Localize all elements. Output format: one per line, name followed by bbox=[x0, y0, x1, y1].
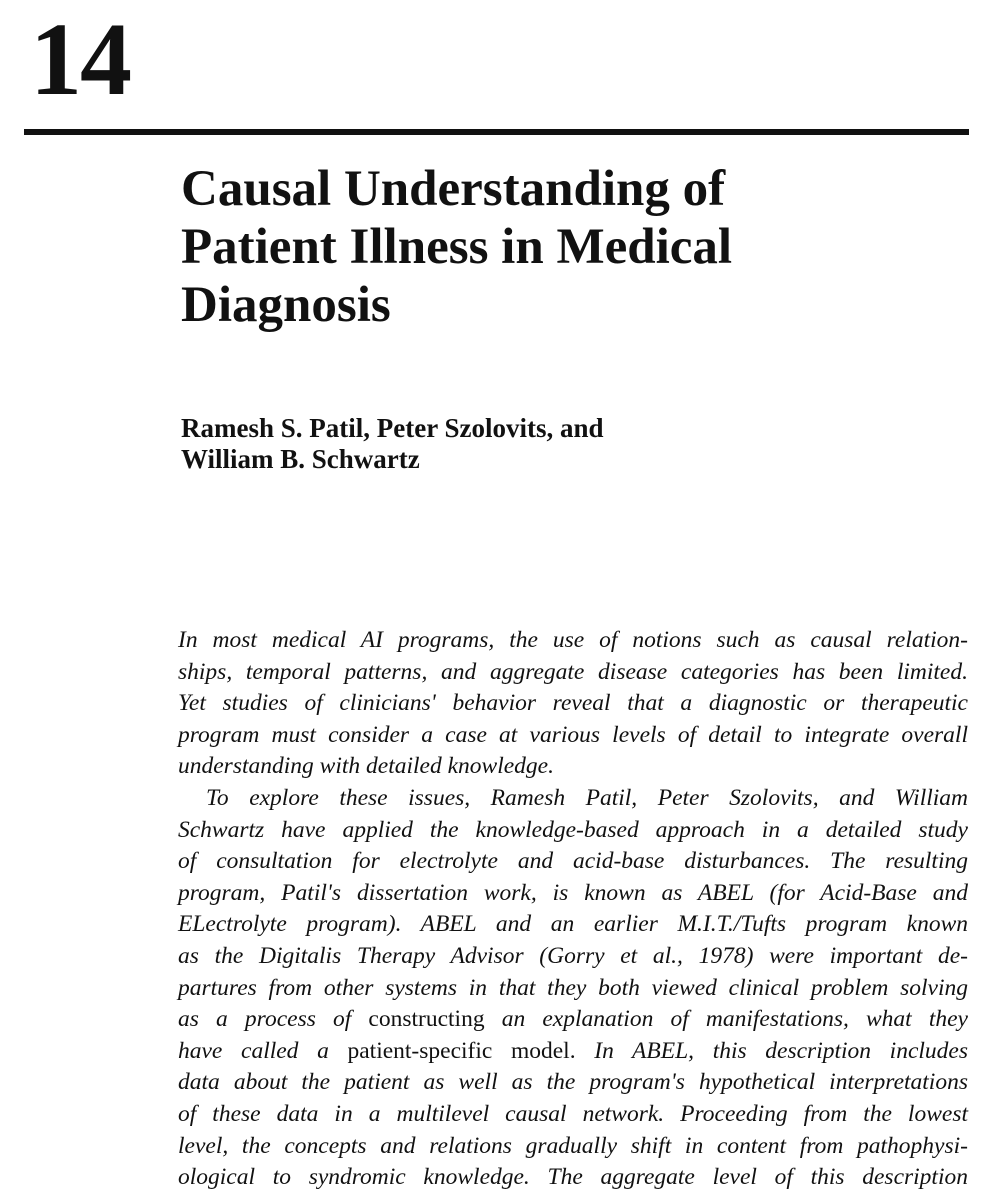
text-line: of consultation for electrolyte and acid-base disturbances. The resulting bbox=[178, 848, 968, 875]
authors bbox=[181, 413, 603, 475]
abstract-paragraph-1 bbox=[178, 625, 968, 783]
text-line: partures from other systems in that they both viewed clinical problem solving bbox=[178, 974, 968, 1001]
text-line: Schwartz have applied the knowledge-based approach in a detailed study bbox=[178, 816, 968, 843]
abstract-paragraph-2 bbox=[178, 783, 968, 1194]
text-line: understanding with detailed knowledge. bbox=[178, 753, 554, 780]
chapter-title-line: Causal Understanding of bbox=[181, 161, 726, 217]
authors-line: William B. Schwartz bbox=[181, 444, 420, 474]
authors-line: Ramesh S. Patil, Peter Szolovits, and bbox=[181, 413, 604, 443]
chapter-title-line: Patient Illness in Medical bbox=[181, 219, 733, 275]
emphasized-term: constructing bbox=[368, 1006, 485, 1033]
text-line bbox=[178, 1004, 968, 1036]
text-line: as the Digitalis Therapy Advisor (Gorry et al., 1978) were important de- bbox=[178, 942, 968, 969]
text-line: data about the patient as well as the program's hypothetical interpretations bbox=[178, 1069, 968, 1096]
text-line: To explore these issues, Ramesh Patil, Peter Szolovits, and William bbox=[206, 784, 968, 811]
emphasized-term: patient-specific model. bbox=[347, 1037, 576, 1064]
text-line: of these data in a multilevel causal network. Proceeding from the lowest bbox=[178, 1100, 968, 1127]
text-line: ELectrolyte program). ABEL and an earlier M.I.T./Tufts program known bbox=[178, 911, 968, 938]
text-run: an explanation of manifestations, what they bbox=[484, 1006, 968, 1033]
text-line: ships, temporal patterns, and aggregate disease categories has been limited. bbox=[178, 658, 968, 685]
text-run: In ABEL, this description includes bbox=[575, 1037, 968, 1064]
chapter-abstract bbox=[178, 625, 968, 1194]
text-run: have called a bbox=[178, 1037, 348, 1064]
chapter-title bbox=[181, 160, 941, 334]
text-run: as a process of bbox=[178, 1006, 369, 1033]
chapter-rule bbox=[24, 129, 969, 135]
chapter-title-line: Diagnosis bbox=[181, 277, 391, 333]
chapter-number: 14 bbox=[30, 2, 130, 117]
text-line: In most medical AI programs, the use of notions such as causal relation- bbox=[178, 627, 968, 653]
text-line bbox=[178, 1036, 968, 1068]
text-line: Yet studies of clinicians' behavior reveal that a diagnostic or therapeutic bbox=[178, 690, 968, 717]
text-line: ological to syndromic knowledge. The aggregate level of this description bbox=[178, 1164, 968, 1191]
text-line: level, the concepts and relations gradually shift in content from pathophysi- bbox=[178, 1132, 968, 1159]
text-line: program must consider a case at various levels of detail to integrate overall bbox=[178, 721, 968, 748]
text-line: program, Patil's dissertation work, is known as ABEL (for Acid-Base and bbox=[178, 879, 968, 906]
